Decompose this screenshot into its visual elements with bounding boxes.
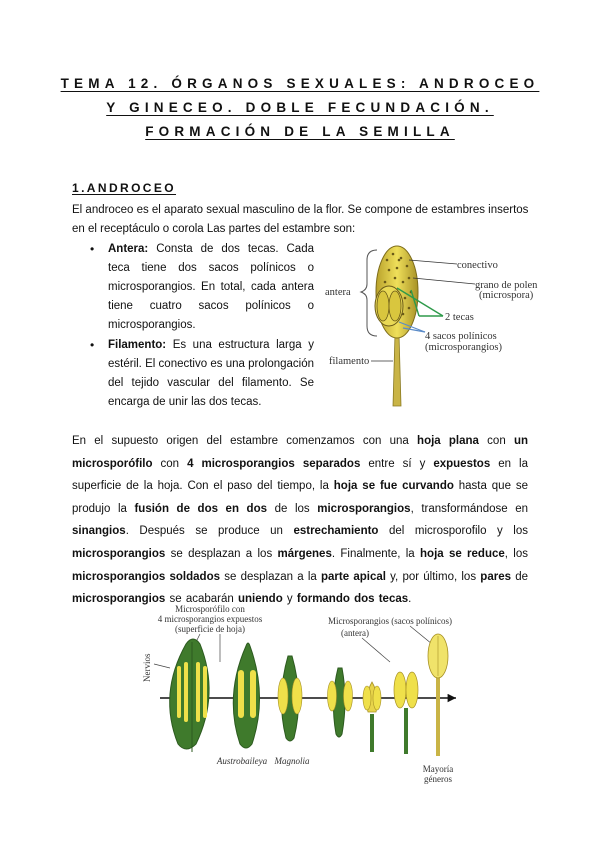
- title-line-1: TEMA 12. ÓRGANOS SEXUALES: ANDROCEO: [60, 76, 540, 91]
- fig2-label-mayoria-1: Mayoría: [422, 764, 454, 774]
- label-sacos-1: 4 sacos polínicos: [425, 331, 497, 342]
- intro-line-2: en el receptáculo o corola Las partes del estambre son:: [72, 223, 356, 235]
- fig2-label-mayoria-2: géneros: [424, 774, 452, 784]
- fig2-label-nervios: Nervios: [142, 653, 152, 682]
- list-item-antera: [84, 240, 314, 335]
- antera-bracket: [361, 250, 377, 336]
- def-antera: Consta de dos tecas. Cada teca tiene dos sacos polínicos o microsporangios. En total, cada antera tiene cuatro sacos polínicos o microsporangios.: [108, 243, 314, 331]
- anther-cross-section: [375, 286, 403, 326]
- stamen-parts-list: [84, 240, 314, 413]
- label-tecas: 2 tecas: [445, 312, 474, 323]
- stamen-diagram: [325, 238, 555, 408]
- fig2-label-austrobaileya: Austrobaileya: [216, 756, 268, 766]
- fig2-label-magnolia: Magnolia: [274, 756, 310, 766]
- title-line-2: Y GINECEO. DOBLE FECUNDACIÓN.: [106, 100, 494, 115]
- stage-4-marginal: [328, 668, 353, 737]
- stage-5-reduced: [363, 682, 381, 752]
- stage-2-curved-leaf: [233, 643, 259, 748]
- fig2-label-micro-2: 4 microsporangios expuestos: [157, 614, 263, 624]
- label-sacos-2: (microsporangios): [425, 342, 502, 353]
- intro-line-1: El androceo es el aparato sexual masculino de la flor. Se compone de estambres insertos: [72, 204, 529, 216]
- title-line-3: FORMACIÓN DE LA SEMILLA: [145, 124, 455, 139]
- label-filamento: filamento: [329, 356, 370, 367]
- fig2-label-sacos-1: Microsporangios (sacos polínicos): [328, 616, 452, 626]
- fig2-label-sacos-2: (antera): [341, 628, 369, 638]
- intro-paragraph: [72, 201, 532, 239]
- label-antera: antera: [325, 287, 351, 298]
- list-item-filamento: [84, 336, 314, 412]
- fig2-label-micro-3: (superficie de hoja): [175, 624, 245, 634]
- def-filamento: Es una estructura larga y estéril. El conectivo es una prolongación del tejido vascular del filamento. Se encarga de unir las dos tecas.: [108, 339, 314, 408]
- stage-3-narrowed: [278, 656, 302, 741]
- label-grano-2: (microspora): [479, 290, 534, 301]
- label-conectivo: conectivo: [457, 260, 498, 271]
- filament-shape: [393, 334, 401, 406]
- document-title: [60, 72, 540, 144]
- fig2-label-micro-1: Microsporófilo con: [175, 604, 245, 614]
- stage-1-leaf: [170, 639, 209, 752]
- stage-7-stamen: [428, 634, 448, 756]
- section-heading: 1.ANDROCEO: [72, 181, 177, 195]
- stage-6-apical: [394, 672, 418, 754]
- label-grano-1: grano de polen: [475, 280, 538, 291]
- evolution-paragraph: En el supuesto origen del estambre comenzamos con una hoja plana con un microsporófilo con 4 microsporangios separados entre sí y expuestos en la superficie de la hoja. Con el paso del tiempo, la hoja se fue curvando hasta que se produjo la fusión de dos en dos de los microsporangios, transformándose en sinangios. Después se produce un estrechamiento del microsporofilo y los microsporangios se desplazan a los márgenes. Finalmente, la hoja se reduce, los microsporangios soldados se desplazan a la parte apical y, por último, los pares de microsporangios se acabarán uniendo y formando dos tecas.: [72, 435, 528, 606]
- term-antera: Antera:: [108, 243, 149, 255]
- term-filamento: Filamento:: [108, 339, 167, 351]
- stamen-evolution-figure: [140, 604, 470, 784]
